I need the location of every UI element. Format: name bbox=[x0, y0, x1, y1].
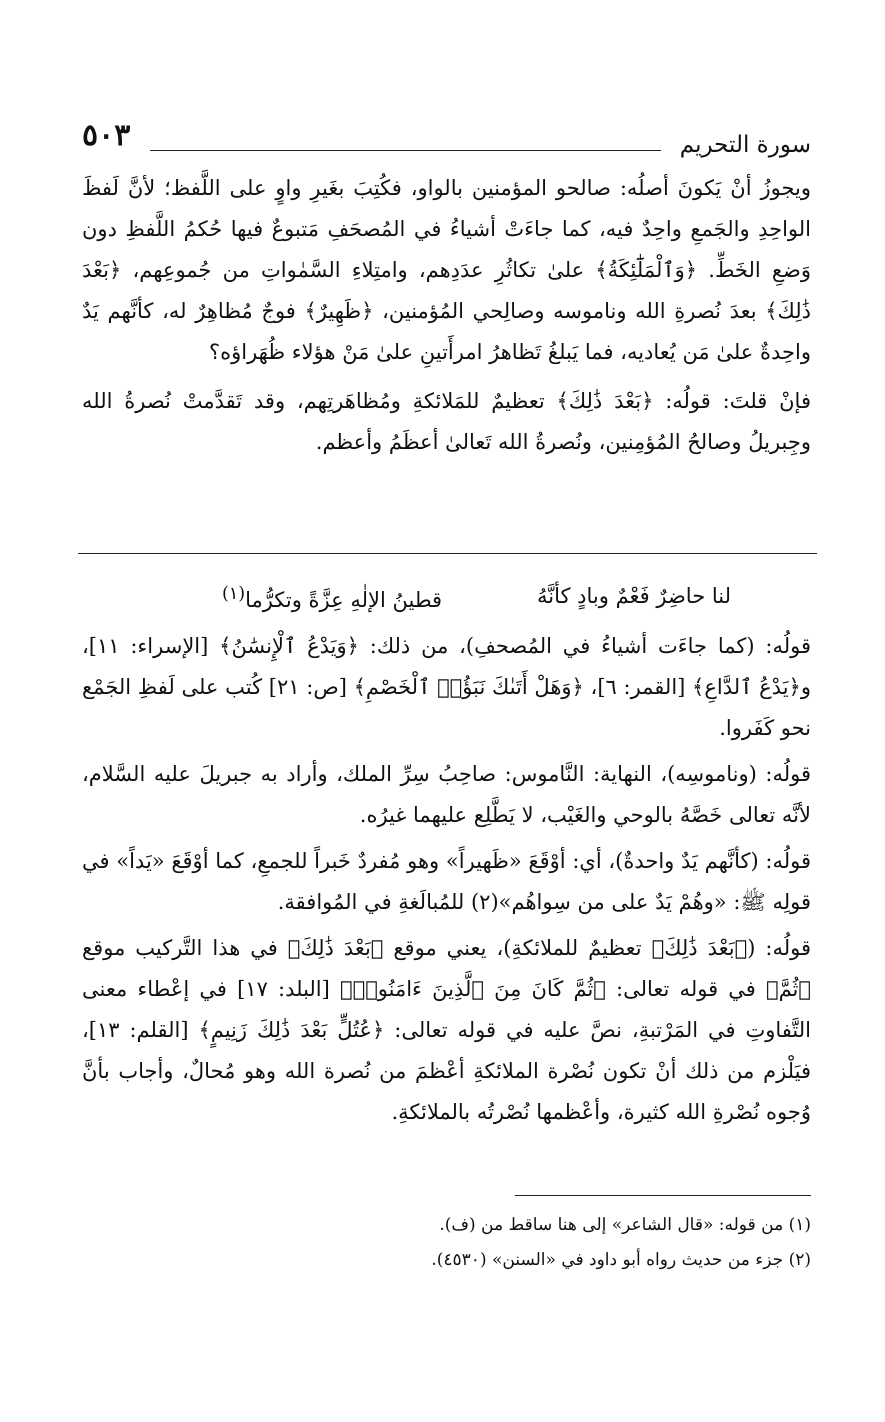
section-divider bbox=[78, 553, 817, 554]
main-paragraph: فإنْ قلتَ: قولُه: ﴿بَعْدَ ذَٰلِكَ﴾ تعظيمٌ للمَلائكةِ ومُظاهَرتِهم، وقد تَقدَّمتْ نُصرةُ الله وجِبريلُ وصالحُ المُؤمِنين، ونُصرةُ الله تَعالىٰ أعظَمُ وأعظم. bbox=[82, 389, 811, 454]
main-paragraph: ويجوزُ أنْ يَكونَ أصلُه: صالحو المؤمنين بالواو، فكُتِبَ بغَيرِ واوٍ على اللَّفظ؛ لأنَّ لَفظَ الواحِدِ والجَمعِ واحِدٌ فيه، كما جاءَتْ أشياءُ في المُصحَفِ مَتبوعٌ فيها حُكمُ اللَّفظِ دون وَضعِ الخَطِّ. ﴿وَٱلْمَلَٰٓئِكَةُ﴾ علىٰ تكاثُرِ عدَدِهم، وامتِلاءِ السَّمٰواتِ من جُموعِهم، ﴿بَعْدَ ذَٰلِكَ﴾ بعدَ نُصرةِ الله وناموسه وصالِحي المُؤمنين، ﴿ظَهِيرٌ﴾ فوجٌ مُظاهِرٌ له، كأنَّهم يَدٌ واحِدةٌ علىٰ مَن يُعاديه، فما يَبلغُ تَظاهرُ امرأَتينِ علىٰ مَنْ هؤلاء ظُهَراؤه؟ bbox=[82, 176, 811, 364]
footnote-marker: (١) bbox=[222, 584, 246, 604]
commentary-paragraph: قولُه: (كما جاءَت أشياءُ في المُصحفِ)، من ذلك: ﴿وَيَدْعُ ٱلْإِنسَٰنُ﴾ [الإسراء: ١١]، و﴿يَدْعُ ٱلدَّاعِ﴾ [القمر: ٦]، ﴿وَهَلْ أَتَىٰكَ نَبَؤُا۟ ٱلْخَصْمِ﴾ [ص: ٢١] كُتب على لَفظِ الجَمْع نحو كَفَروا. bbox=[82, 634, 811, 740]
poem-hemistich-right: لنا حاضِرٌ فَعْمٌ وبادٍ كأنَّهُ bbox=[536, 584, 731, 608]
page-number: ٥٠٣ bbox=[82, 118, 131, 153]
commentary-paragraph: قولُه: (﴿بَعْدَ ذَٰلِكَ﴾ تعظيمٌ للملائكةِ)، يعني موقع ﴿بَعْدَ ذَٰلِكَ﴾ في هذا التَّركيب موقع ﴿ثُمَّ﴾ في قوله تعالى: ﴿ثُمَّ كَانَ مِنَ ٱلَّذِينَ ءَامَنُوا۟﴾ [البلد: ١٧] في إعْطاء معنى التَّفاوتِ في المَرْتبةِ، نصَّ عليه في قوله تعالى: ﴿عُتُلٍّ بَعْدَ ذَٰلِكَ زَنِيمٍ﴾ [القلم: ١٣]، فيَلْزم من ذلك أنْ تكون نُصْرة الملائكةِ أعْظمَ من نُصرة الله وهو مُحالٌ، وأجاب بأنَّ وُجوه نُصْرةِ الله كثيرة، وأعْظمها نُصْرتُه بالملائكةِ. bbox=[82, 936, 811, 1124]
footnote-rule bbox=[515, 1195, 811, 1196]
main-text bbox=[82, 168, 811, 568]
poem-hemistich-left-text: قطينُ الإلٰهِ عِزَّةً وتكرُّما bbox=[245, 588, 443, 612]
header-rule bbox=[150, 150, 661, 151]
surah-title: سورة التحريم bbox=[679, 132, 811, 158]
commentary-paragraph: قولُه: (وناموسِه)، النهاية: النَّاموس: صاحِبُ سِرِّ الملك، وأراد به جبريلَ عليه السَّلام، لأنَّه تعالى خَصَّهُ بالوحي والغَيْب، لا يَطَّلِع عليهما غيرُه. bbox=[82, 762, 811, 827]
commentary-paragraph: قولُه: (كأنَّهم يَدٌ واحدةٌ)، أي: أوْقَعَ «ظَهيراً» وهو مُفردٌ خَبراً للجمعِ، كما أوْقَعَ «يَداً» في قولِه ﷺ: «وهُمْ يَدٌ على من سِواهُم»(٢) للمُبالَغةِ في المُوافقة. bbox=[82, 849, 811, 914]
poem-hemistich-left bbox=[222, 584, 442, 612]
poem-verse bbox=[82, 576, 811, 620]
commentary-text bbox=[82, 626, 811, 1186]
running-header bbox=[82, 118, 811, 168]
footnote: (٢) جزء من حديث رواه أبو داود في «السنن» (٤٥٣٠). bbox=[431, 1250, 811, 1270]
footnotes bbox=[82, 1208, 811, 1278]
footnote: (١) من قوله: «قال الشاعر» إلى هنا ساقط من (ف). bbox=[439, 1215, 811, 1235]
